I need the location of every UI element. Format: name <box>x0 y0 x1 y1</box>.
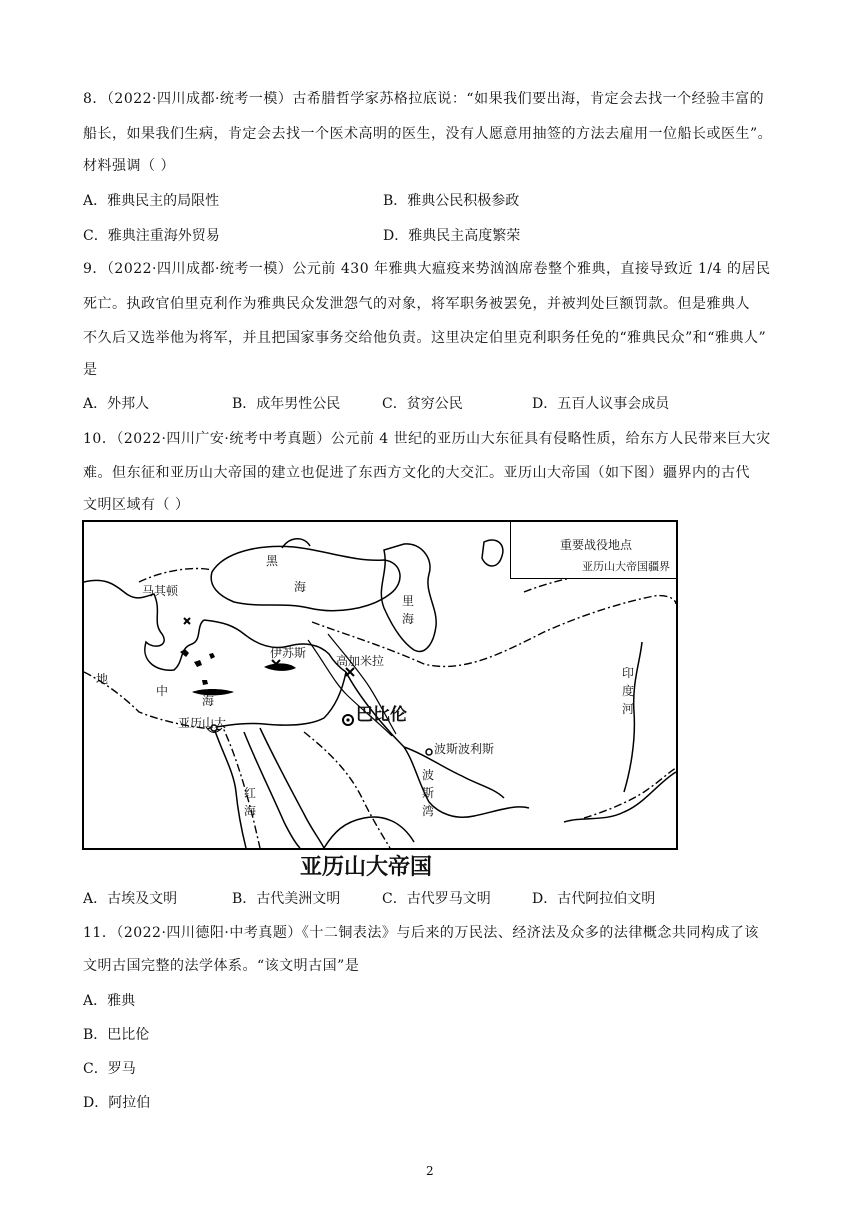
q8-stem-line-3: 材料强调（ ） <box>83 158 175 174</box>
q9-stem-line-2: 死亡。执政官伯里克利作为雅典民众发泄怨气的对象，将军职务被罢免，并被判处巨额罚款。但是雅典人 <box>83 296 750 312</box>
label-red-sea: 红海 <box>244 786 257 818</box>
battle-marker-granicus <box>184 618 190 624</box>
battle-marker-gaugamela <box>346 668 354 676</box>
q9-stem-line-3: 不久后又选举他为将军，并且把国家事务交给他负责。这里决定伯里克利职务任免的“雅典民众”和“雅典人” <box>83 330 767 346</box>
label-macedonia: 马其顿 <box>142 584 179 598</box>
q8-option-d: D．雅典民主高度繁荣 <box>383 228 521 244</box>
label-caspian: 里海 <box>402 594 415 626</box>
label-black-sea-2: 海 <box>294 580 307 594</box>
q10-option-d: D．古代阿拉伯文明 <box>532 891 656 907</box>
persepolis-marker <box>426 749 432 755</box>
label-mediterranean-2: 中 <box>156 684 169 698</box>
q10-stem-line-3: 文明区域有（ ） <box>83 497 190 513</box>
q11-stem-line-1: 11．（2022·四川德阳·中考真题）《十二铜表法》与后来的万民法、经济法及众多的法律概念共同构成了该 <box>83 925 759 941</box>
label-issus: 伊苏斯 <box>270 646 307 660</box>
label-indus: 印度河 <box>622 666 635 716</box>
q10-option-a: A．古埃及文明 <box>83 891 178 907</box>
q11-option-b: B．巴比伦 <box>83 1027 150 1043</box>
q8-option-c: C．雅典注重海外贸易 <box>83 228 220 244</box>
q11-option-c: C．罗马 <box>83 1061 136 1077</box>
q10-stem-line-2: 难。但东征和亚历山大帝国的建立也促进了东西方文化的大交汇。亚历山大帝国（如下图）疆界内的古代 <box>83 465 750 481</box>
q9-stem-line-4: 是 <box>83 362 98 378</box>
q8-stem-line-1: 8．（2022·四川成都·统考一模）古希腊哲学家苏格拉底说：“如果我们要出海，肯定会去找一个经验丰富的 <box>83 91 765 107</box>
label-mediterranean-1: 地 <box>96 672 109 686</box>
q9-option-d: D．五百人议事会成员 <box>532 396 670 412</box>
label-persian-gulf: 波斯湾 <box>422 768 435 818</box>
q8-stem-line-2: 船长，如果我们生病，肯定会去找一个医术高明的医生，没有人愿意用抽签的方法去雇用一位船长或医生”。 <box>83 126 773 142</box>
map-caption: 亚历山大帝国 <box>300 855 433 880</box>
q11-stem-line-2: 文明古国完整的法学体系。“该文明古国”是 <box>83 958 360 974</box>
q10-option-c: C．古代罗马文明 <box>382 891 491 907</box>
q10-stem-line-1: 10．（2022·四川广安·统考中考真题）公元前 4 世纪的亚历山大东征具有侵略性质，给东方人民带来巨大灾 <box>83 431 771 447</box>
legend-battle-label: 重要战役地点 <box>560 538 633 552</box>
label-black-sea-1: 黑 <box>266 554 279 568</box>
q8-option-a: A．雅典民主的局限性 <box>83 193 220 209</box>
q11-option-a: A．雅典 <box>83 993 136 1009</box>
q10-option-b: B．古代美洲文明 <box>232 891 341 907</box>
q9-stem-line-1: 9．（2022·四川成都·统考一模）公元前 430 年雅典大瘟疫来势汹汹席卷整个雅典，直接导致近 1/4 的居民 <box>83 261 771 277</box>
label-mediterranean-3: 海 <box>202 694 215 708</box>
q8-option-b: B．雅典公民积极参政 <box>383 193 520 209</box>
legend-border-label: 亚历山大帝国疆界 <box>582 560 670 573</box>
label-gaugamela: 高加米拉 <box>336 654 385 668</box>
q9-option-a: A．外邦人 <box>83 396 150 412</box>
label-persepolis: 波斯波利斯 <box>434 742 495 756</box>
page-number: 2 <box>426 1164 434 1178</box>
q9-option-c: C．贫穷公民 <box>382 396 463 412</box>
alexander-empire-map <box>82 520 678 850</box>
q11-option-d: D．阿拉伯 <box>83 1095 151 1111</box>
q9-option-b: B．成年男性公民 <box>232 396 341 412</box>
label-alexandria: 亚历山大 <box>178 716 227 730</box>
label-babylon: 巴比伦 <box>356 705 407 725</box>
